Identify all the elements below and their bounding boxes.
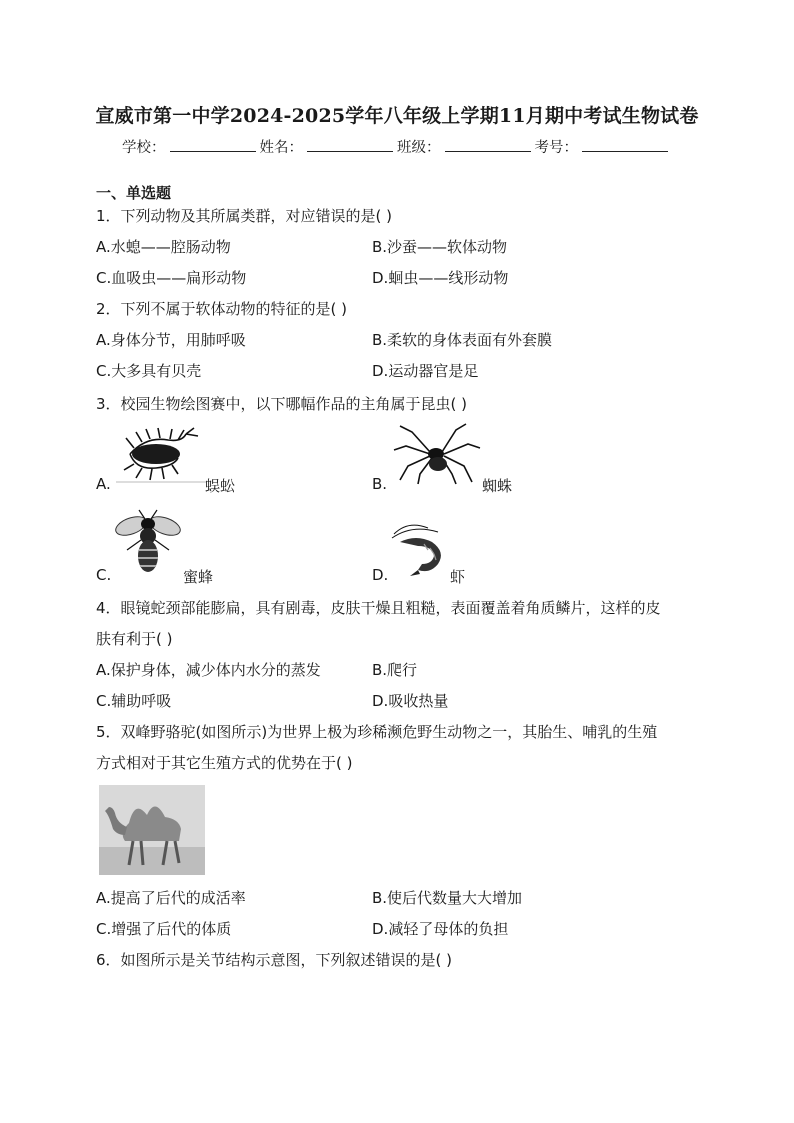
question-5-option-c: C.增强了后代的体质 [96,920,232,938]
question-5-stem-line-2: 方式相对于其它生殖方式的优势在于( ) [96,754,353,772]
question-4-stem-line-2: 肤有利于( ) [96,630,173,648]
question-3-option-b-letter: B. [372,475,388,493]
exam-no-label: 考号： [534,140,578,156]
question-3-option-a-letter: A. [96,475,111,493]
class-label: 班级： [397,140,441,156]
question-5-stem-line-1: 5．双峰野骆驼(如图所示)为世界上极为珍稀濒危野生动物之一，其胎生、哺乳的生殖 [96,723,658,741]
centipede-image [116,424,208,486]
class-blank[interactable] [445,137,531,152]
bee-image [113,506,183,578]
spider-image [392,422,482,486]
question-2-stem: 2．下列不属于软体动物的特征的是( ) [96,300,348,318]
name-label: 姓名： [259,140,303,156]
page-title: 宣威市第一中学2024-2025学年八年级上学期11月期中考试生物试卷 [95,105,699,127]
question-6-stem: 6．如图所示是关节结构示意图，下列叙述错误的是( ) [96,951,453,969]
student-info-line [0,136,794,157]
question-4-option-c: C.辅助呼吸 [96,692,172,710]
question-4-option-b: B.爬行 [372,661,418,679]
question-1-option-c: C.血吸虫——扁形动物 [96,269,247,287]
question-1-option-b: B.沙蚕——软体动物 [372,238,508,256]
question-3-option-d-caption: 虾 [450,568,466,586]
question-1-option-a: A.水螅——腔肠动物 [96,238,231,256]
question-1-option-d: D.蛔虫——线形动物 [372,269,509,287]
question-3-option-d-letter: D. [372,566,389,584]
question-3-stem: 3．校园生物绘图赛中，以下哪幅作品的主角属于昆虫( ) [96,395,468,413]
section-heading: 一、单选题 [96,184,172,202]
question-3-option-c-caption: 蜜蜂 [183,568,214,586]
exam-no-blank[interactable] [582,137,668,152]
shrimp-image [388,520,450,578]
question-3-option-a-caption: 蜈蚣 [205,477,236,495]
name-blank[interactable] [307,137,393,152]
question-4-option-a: A.保护身体，减少体内水分的蒸发 [96,661,321,679]
question-2-option-b: B.柔软的身体表面有外套膜 [372,331,553,349]
question-2-option-d: D.运动器官是足 [372,362,479,380]
question-4-stem-line-1: 4．眼镜蛇颈部能膨扁，具有剧毒，皮肤干燥且粗糙，表面覆盖着角质鳞片，这样的皮 [96,599,661,617]
question-2-option-a: A.身体分节，用肺呼吸 [96,331,246,349]
question-3-option-c-letter: C. [96,566,112,584]
school-label: 学校： [122,140,166,156]
question-5-option-a: A.提高了后代的成活率 [96,889,246,907]
camel-image [99,785,205,875]
question-1-stem: 1．下列动物及其所属类群，对应错误的是( ) [96,207,393,225]
question-3-option-b-caption: 蜘蛛 [482,477,513,495]
question-4-option-d: D.吸收热量 [372,692,449,710]
question-5-option-b: B.使后代数量大大增加 [372,889,523,907]
question-2-option-c: C.大多具有贝壳 [96,362,202,380]
school-blank[interactable] [170,137,256,152]
question-5-option-d: D.减轻了母体的负担 [372,920,509,938]
